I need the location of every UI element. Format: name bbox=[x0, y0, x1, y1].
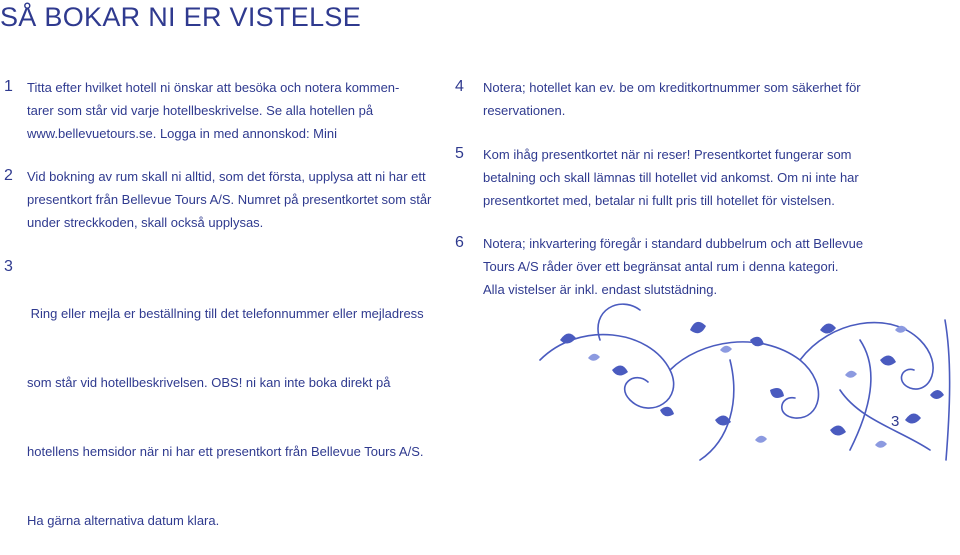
step-text-5 bbox=[483, 143, 923, 212]
step-2-line: under streckkoden, skall också upplysas. bbox=[27, 215, 264, 230]
step-text-4 bbox=[483, 76, 923, 122]
step-1-line: www.bellevuetours.se. Logga in med annonskod: Mini bbox=[27, 126, 338, 141]
step-number-6: 6 bbox=[455, 234, 464, 251]
step-4-line: Notera; hotellet kan ev. be om kreditkortnummer som säkerhet för bbox=[483, 80, 861, 95]
step-6-line: Notera; inkvartering föregår i standard dubbelrum och att Bellevue bbox=[483, 236, 864, 251]
step-6-line: Alla vistelser är inkl. endast slutstädning. bbox=[483, 282, 718, 297]
step-number-1: 1 bbox=[4, 78, 13, 95]
step-2-line: presentkort från Bellevue Tours A/S. Numret på presentkortet som står bbox=[27, 192, 432, 207]
step-2-line: Vid bokning av rum skall ni alltid, som det första, upplysa att ni har ett bbox=[27, 169, 426, 184]
page-number: 3 bbox=[891, 413, 900, 430]
step-4-line: reservationen. bbox=[483, 103, 566, 118]
page-title: SÅ BOKAR NI ER VISTELSE bbox=[0, 2, 362, 32]
step-3-line: som står vid hotellbeskrivelsen. OBS! ni kan inte boka direkt på bbox=[27, 375, 391, 390]
step-text-2 bbox=[27, 165, 447, 234]
step-6-line: Tours A/S råder över ett begränsat antal rum i denna kategori. bbox=[483, 259, 839, 274]
floral-vine-butterflies-icon bbox=[500, 300, 960, 462]
step-1-line: tarer som står vid varje hotellbeskrivelse. Se alla hotellen på bbox=[27, 103, 374, 118]
step-5-line: Kom ihåg presentkortet när ni reser! Presentkortet fungerar som bbox=[483, 147, 852, 162]
step-text-1 bbox=[27, 76, 437, 145]
step-text-3 bbox=[27, 256, 447, 555]
step-number-5: 5 bbox=[455, 145, 464, 162]
step-5-line: presentkortet med, betalar ni fullt pris till hotellet för vistelsen. bbox=[483, 193, 835, 208]
step-3-line: Ring eller mejla er beställning till det telefonnummer eller mejladress bbox=[27, 306, 424, 321]
step-number-2: 2 bbox=[4, 167, 13, 184]
step-number-4: 4 bbox=[455, 78, 464, 95]
step-text-6 bbox=[483, 232, 923, 301]
step-5-line: betalning och skall lämnas till hotellet vid ankomst. Om ni inte har bbox=[483, 170, 859, 185]
step-number-3: 3 bbox=[4, 258, 13, 275]
step-3-line: hotellens hemsidor när ni har ett presentkort från Bellevue Tours A/S. bbox=[27, 444, 424, 459]
step-3-line: Ha gärna alternativa datum klara. bbox=[27, 513, 220, 528]
step-1-line: Titta efter hvilket hotell ni önskar att besöka och notera kommen- bbox=[27, 80, 400, 95]
